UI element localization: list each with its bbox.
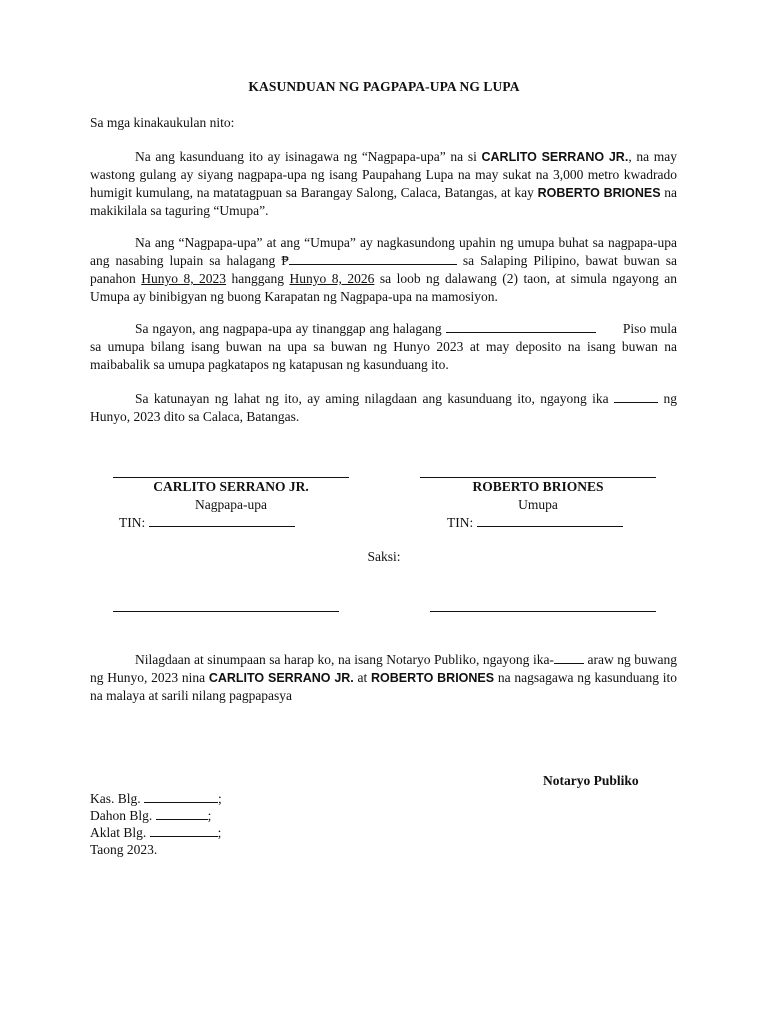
- year-line: Taong 2023.: [90, 842, 158, 857]
- p1-text-2: , na may wastong gulang ay siyang nagpapa-upa ng isang Paupahang Lupa na may sukat na 3,000 metro kwadrado humigit kumulang, na matatagpuan sa Barangay Salong, Calaca, Batangas, at kay: [90, 149, 677, 200]
- p4-text-1: Sa katunayan ng lahat ng ito, ay aming nilagdaan ang kasunduang ito, ngayong ika: [135, 391, 615, 406]
- document-title: KASUNDUAN NG PAGPAPA-UPA NG LUPA: [248, 79, 520, 94]
- p2-text-4: sa loob ng dalawang (2) taon, at simula ngayong an Umupa ay binibigyan ng buong Karapatan ng Nagpapa-upa na mamosiyon.: [90, 271, 677, 304]
- paragraph-2: [90, 234, 677, 306]
- lessee-tin-label: TIN:: [447, 515, 474, 530]
- paragraph-4: [90, 390, 677, 426]
- doc-ref-dahon: [90, 807, 211, 825]
- lessor-name: CARLITO SERRANO JR.: [153, 479, 309, 494]
- notary-paragraph: [90, 651, 677, 705]
- doc-ref-aklat: [90, 824, 221, 842]
- doc-ref-dahon-label: Dahon Blg.: [90, 808, 156, 823]
- p2-text-2: sa Salaping Pilipino, bawat buwan sa panahon: [90, 253, 677, 286]
- paragraph-1: [90, 148, 677, 220]
- lessee-role: Umupa: [518, 497, 558, 512]
- lessor-tin: [119, 514, 295, 532]
- date-end: Hunyo 8, 2026: [289, 271, 375, 286]
- witness-2-signature-line: [430, 611, 656, 612]
- day-blank: [614, 390, 658, 403]
- doc-ref-dahon-blank: [156, 807, 208, 820]
- doc-ref-aklat-blank: [150, 824, 218, 837]
- p1-lessor-name: CARLITO SERRANO JR.: [481, 150, 629, 164]
- salutation: Sa mga kinakaukulan nito:: [90, 115, 235, 130]
- p2-text-1: Na ang “Nagpapa-upa” at ang “Umupa” ay nagkasundong upahin ng umupa buhat sa nagpapa-upa ang nasabing lupain sa halagang: [90, 235, 677, 268]
- p4-text-2: ng Hunyo, 2023 dito sa Calaca, Batangas.: [90, 391, 677, 424]
- doc-ref-aklat-suffix: ;: [217, 825, 222, 840]
- notary-text-3: at: [353, 670, 372, 685]
- paragraph-3: [90, 320, 677, 374]
- doc-ref-aklat-label: Aklat Blg.: [90, 825, 150, 840]
- date-start: Hunyo 8, 2023: [141, 271, 227, 286]
- p1-text-3: na makikilala sa taguring “Umupa”.: [90, 185, 678, 218]
- lessor-role: Nagpapa-upa: [195, 497, 267, 512]
- notary-public-title: Notaryo Publiko: [543, 773, 639, 788]
- lessor-tin-label: TIN:: [119, 515, 146, 530]
- p1-lessee-name: ROBERTO BRIONES: [537, 186, 661, 200]
- doc-ref-kas: [90, 790, 222, 808]
- doc-ref-kas-suffix: ;: [218, 791, 222, 806]
- p1-text-1: Na ang kasunduang ito ay isinagawa ng “Nagpapa-upa” na si: [135, 149, 482, 164]
- lessee-tin: [447, 514, 623, 532]
- notary-lessor-name: CARLITO SERRANO JR.: [208, 671, 354, 685]
- notary-text-2: araw ng buwang ng Hunyo, 2023 nina: [90, 652, 677, 685]
- notary-text-4: na nagsagawa ng kasunduang ito na malaya at sarili nilang pagpapasya: [90, 670, 678, 703]
- witness-1-signature-line: [113, 611, 339, 612]
- p3-text-2: Piso mula sa umupa bilang isang buwan na upa sa buwan ng Hunyo 2023 at may deposito na isang buwan na maibabalik sa umupa pagkatapos ng katapusan ng kasunduang ito.: [90, 321, 677, 372]
- lessee-name: ROBERTO BRIONES: [472, 479, 604, 494]
- p3-text-1: Sa ngayon, ang nagpapa-upa ay tinanggap ang halagang: [135, 321, 446, 336]
- notary-lessee-name: ROBERTO BRIONES: [371, 671, 495, 685]
- doc-ref-kas-label: Kas. Blg.: [90, 791, 144, 806]
- lessee-tin-blank: [477, 514, 623, 527]
- amount-blank: [289, 252, 457, 265]
- doc-ref-dahon-suffix: ;: [207, 808, 212, 823]
- p2-text-3: hanggang: [226, 271, 290, 286]
- doc-ref-kas-blank: [144, 790, 218, 803]
- peso-sign: ₱: [281, 253, 289, 268]
- received-amount-blank: [446, 320, 596, 333]
- notary-text-1: Nilagdaan at sinumpaan sa harap ko, na isang Notaryo Publiko, ngayong ika-: [135, 652, 554, 667]
- lessor-tin-blank: [149, 514, 295, 527]
- notary-day-blank: [554, 651, 584, 664]
- witness-label: Saksi:: [367, 549, 401, 564]
